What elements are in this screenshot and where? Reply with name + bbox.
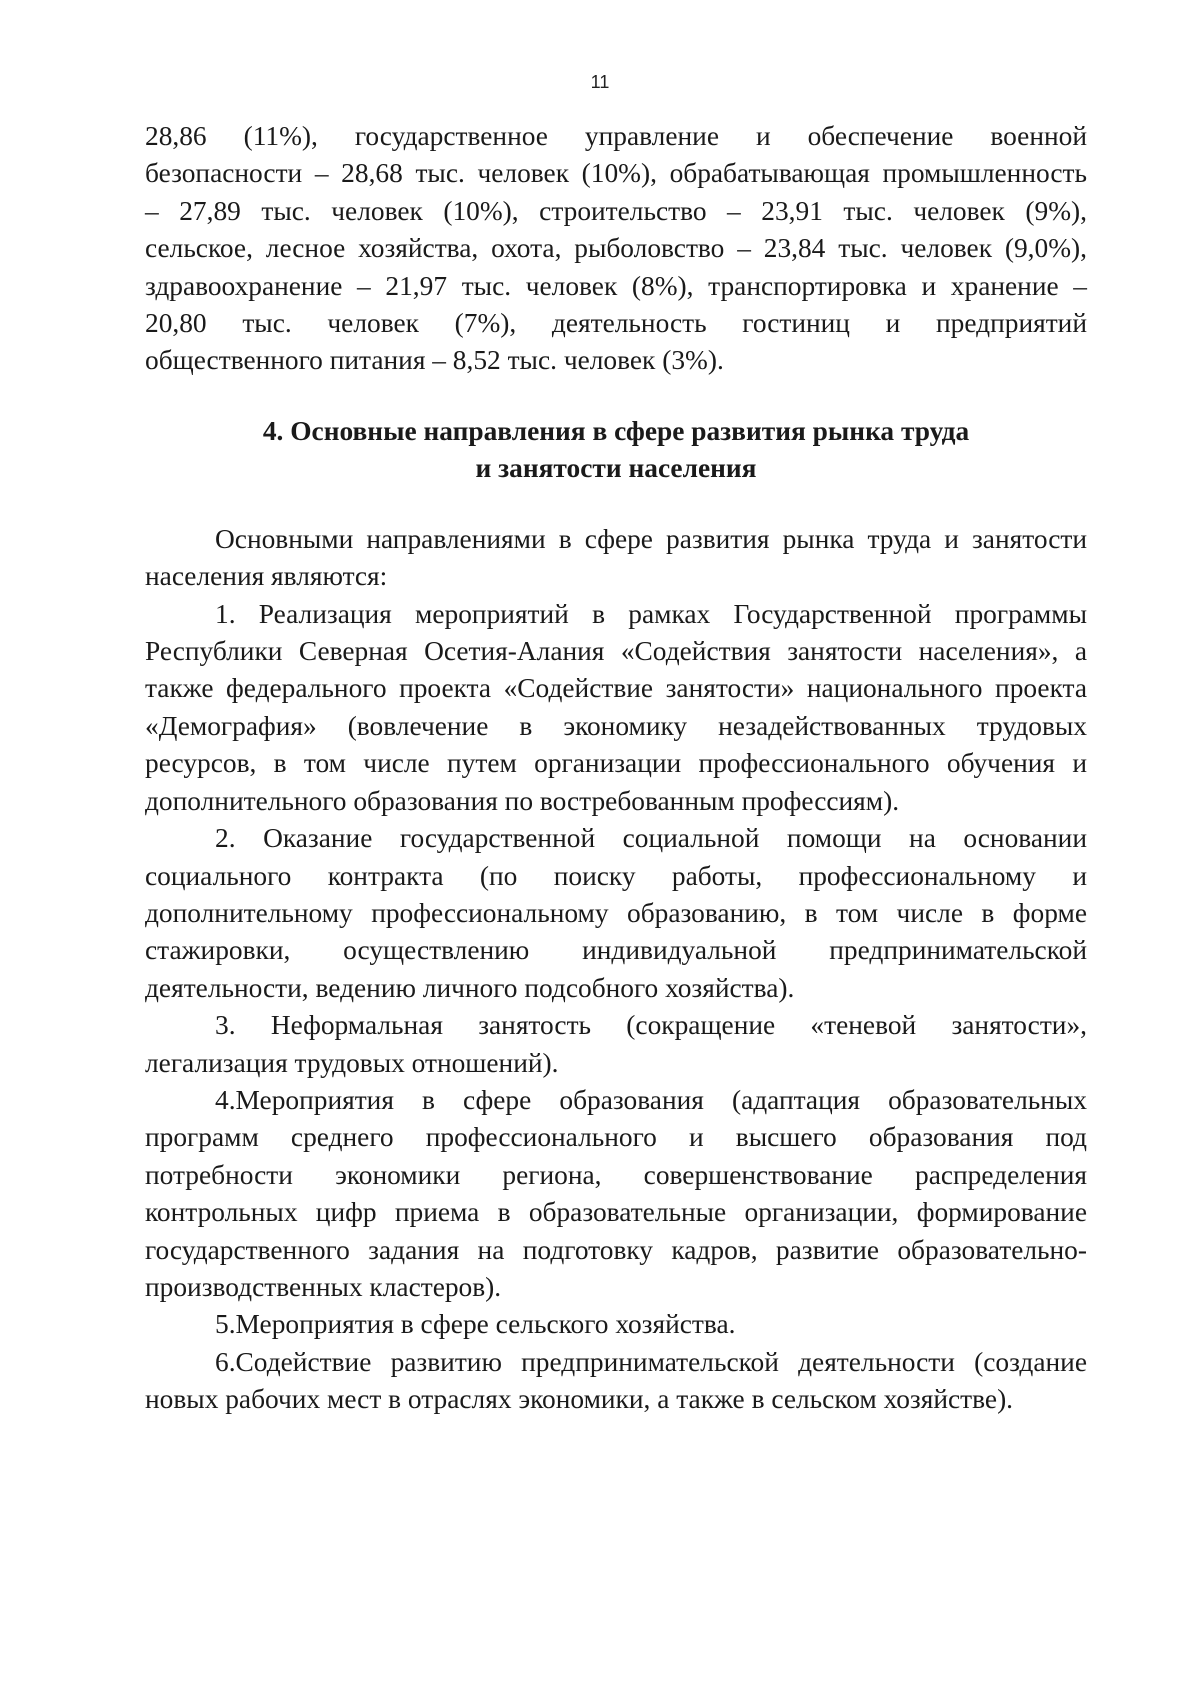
text-line: дополнительному профессиональному образованию, в том числе в форме	[145, 897, 1087, 928]
text-line: здравоохранение – 21,97 тыс. человек (8%), транспортировка и хранение –	[145, 270, 1087, 301]
text-line: «Демография» (вовлечение в экономику незадействованных трудовых	[145, 710, 1087, 741]
list-item-2	[145, 820, 1087, 1007]
text-line: новых рабочих мест в отраслях экономики, а также в сельском хозяйстве).	[145, 1384, 1014, 1415]
text-line: 20,80 тыс. человек (7%), деятельность гостиниц и предприятий	[145, 308, 1087, 339]
text-line: сельское, лесное хозяйства, охота, рыболовство – 23,84 тыс. человек (9,0%),	[145, 233, 1087, 264]
text-line: легализация трудовых отношений).	[145, 1047, 559, 1078]
text-line: 28,86 (11%), государственное управление и обеспечение военной	[145, 121, 1087, 151]
text-line: 6.Содействие развитию предпринимательской деятельности (создание	[215, 1346, 1087, 1377]
list-item-4	[145, 1082, 1087, 1306]
text-line: населения являются:	[145, 561, 388, 592]
text-line: ресурсов, в том числе путем организации профессионального обучения и	[145, 748, 1087, 779]
section-heading-line: и занятости населения	[475, 452, 757, 483]
text-line: 1. Реализация мероприятий в рамках Государственной программы	[215, 598, 1087, 629]
text-line: производственных кластеров).	[145, 1271, 502, 1302]
section-heading-line: 4. Основные направления в сфере развития рынка труда	[262, 415, 970, 446]
section-heading	[145, 413, 1087, 487]
text-line: деятельности, ведению личного подсобного хозяйства).	[145, 972, 795, 1003]
list-item-3	[145, 1007, 1087, 1082]
text-line: стажировки, осуществлению индивидуальной предпринимательской	[145, 935, 1087, 966]
text-line: социального контракта (по поиску работы, профессиональному и	[145, 860, 1087, 891]
text-line: 3. Неформальная занятость (сокращение «теневой занятости»,	[215, 1010, 1087, 1041]
page-number: 11	[590, 72, 610, 92]
list-item-5	[145, 1306, 1087, 1343]
text-line: 5.Мероприятия в сфере сельского хозяйства.	[215, 1309, 736, 1340]
intro-paragraph	[145, 118, 1087, 380]
text-line: программ среднего профессионального и высшего образования под	[145, 1122, 1087, 1153]
text-line: дополнительного образования по востребованным профессиям).	[145, 785, 900, 816]
list-item-6	[145, 1344, 1087, 1419]
text-line: 4.Мероприятия в сфере образования (адаптация образовательных	[215, 1084, 1087, 1115]
lead-paragraph	[145, 521, 1087, 596]
text-line: потребности экономики региона, совершенствование распределения	[145, 1159, 1087, 1190]
text-line: также федерального проекта «Содействие занятости» национального проекта	[145, 673, 1087, 704]
text-line: государственного задания на подготовку кадров, развитие образовательно-	[145, 1234, 1087, 1265]
list-item-1	[145, 596, 1087, 820]
text-line: Основными направлениями в сфере развития рынка труда и занятости	[215, 523, 1087, 554]
text-line: Республики Северная Осетия-Алания «Содействия занятости населения», а	[145, 636, 1087, 667]
text-line: 2. Оказание государственной социальной помощи на основании	[215, 823, 1087, 854]
text-line: общественного питания – 8,52 тыс. человек (3%).	[145, 345, 724, 376]
text-line: – 27,89 тыс. человек (10%), строительство – 23,91 тыс. человек (9%),	[145, 195, 1087, 226]
text-line: контрольных цифр приема в образовательные организации, формирование	[145, 1197, 1087, 1228]
document-body	[145, 118, 1087, 1419]
text-line: безопасности – 28,68 тыс. человек (10%), обрабатывающая промышленность	[145, 158, 1087, 189]
